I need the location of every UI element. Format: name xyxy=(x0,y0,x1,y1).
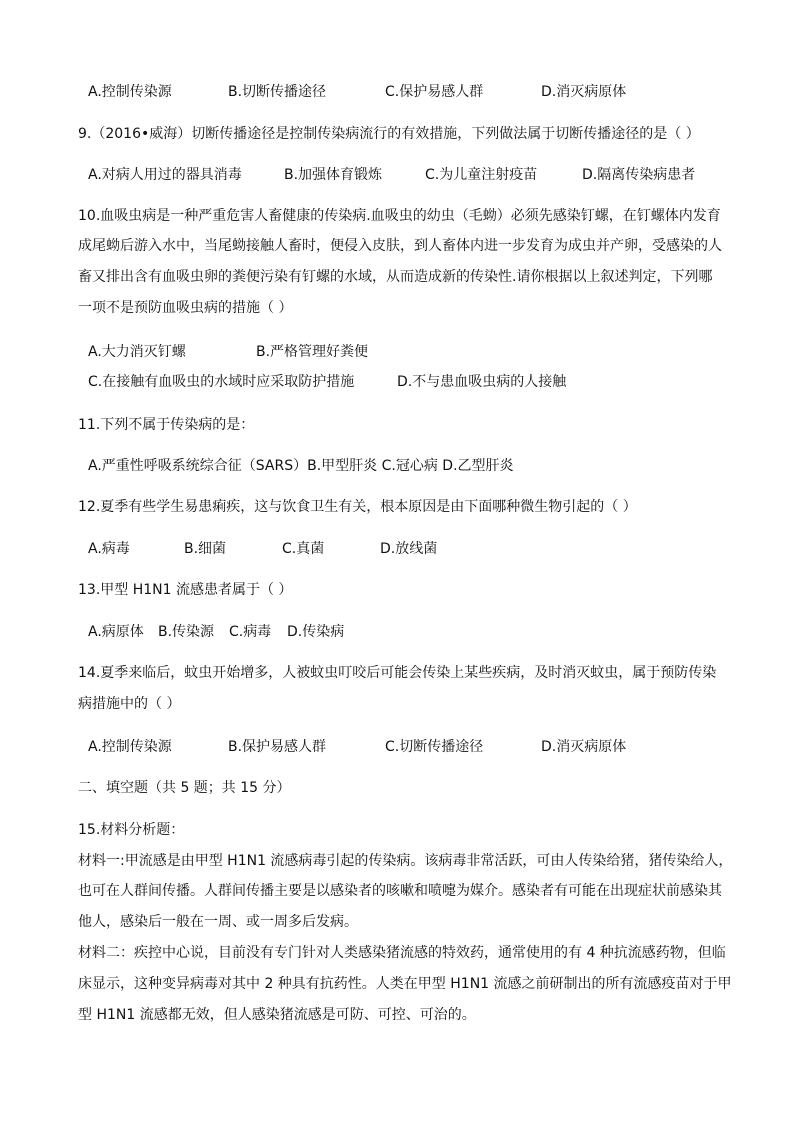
q10-option-d: D.不与患血吸虫病的人接触 xyxy=(397,374,567,390)
q14-option-c: C.切断传播途径 xyxy=(385,739,484,755)
q10-option-b: B.严格管理好粪便 xyxy=(256,344,369,360)
q10-stem-line-4: 一项不是预防血吸虫病的措施（ ） xyxy=(78,300,293,316)
q12-option-a: A.病毒 xyxy=(88,541,130,557)
q14-option-b: B.保护易感人群 xyxy=(228,739,327,755)
q13-option-c: C.病毒 xyxy=(229,624,272,640)
section-heading-fill-in: 二、填空题（共 5 题；共 15 分） xyxy=(78,780,291,796)
q10-stem-line-3: 畜又排出含有血吸虫卵的粪便污染有钉螺的水域，从而造成新的传染性.请你根据以上叙述判定，下列哪 xyxy=(78,269,713,285)
q10-stem-line-2: 成尾蚴后游入水中，当尾蚴接触人畜时，便侵入皮肤，到人畜体内进一步发育为成虫并产卵，受感染的人 xyxy=(78,238,722,254)
q9-option-b: B.加强体育锻炼 xyxy=(284,167,383,183)
q11-stem: 11.下列不属于传染病的是： xyxy=(78,417,255,433)
q12-option-c: C.真菌 xyxy=(282,541,325,557)
q8-option-d: D.消灭病原体 xyxy=(541,84,627,100)
q8-option-b: B.切断传播途径 xyxy=(228,84,327,100)
q15-material-line-5: 床显示，这种变异病毒对其中 2 种具有抗药性。人类在甲型 H1N1 流感之前研制出的所有流感疫苗对于甲 xyxy=(78,976,732,992)
q13-option-b: B.传染源 xyxy=(158,624,215,640)
q9-option-c: C.为儿童注射疫苗 xyxy=(425,167,538,183)
q15-material-line-1: 材料一:甲流感是由甲型 H1N1 流感病毒引起的传染病。该病毒非常活跃，可由人传染给猪，猪传染给人， xyxy=(78,853,733,869)
q8-option-a: A.控制传染源 xyxy=(88,84,172,100)
q14-option-d: D.消灭病原体 xyxy=(541,739,627,755)
q13-option-a: A.病原体 xyxy=(88,624,144,640)
q11-options: A.严重性呼吸系统综合征（SARS）B.甲型肝炎 C.冠心病 D.乙型肝炎 xyxy=(88,458,514,474)
q9-option-a: A.对病人用过的器具消毒 xyxy=(88,167,242,183)
q12-stem: 12.夏季有些学生易患痢疾，这与饮食卫生有关，根本原因是由下面哪种微生物引起的（ ） xyxy=(78,499,637,515)
q14-stem-line-2: 病措施中的（ ） xyxy=(78,696,181,712)
q15-material-line-6: 型 H1N1 流感都无效，但人感染猪流感是可防、可控、可治的。 xyxy=(78,1007,476,1023)
q9-stem: 9.（2016•威海）切断传播途径是控制传染病流行的有效措施，下列做法属于切断传播途径的是（ ） xyxy=(78,126,700,142)
q14-option-a: A.控制传染源 xyxy=(88,739,172,755)
q10-stem-line-1: 10.血吸虫病是一种严重危害人畜健康的传染病.血吸虫的幼虫（毛蚴）必须先感染钉螺，在钉螺体内发育 xyxy=(78,208,721,224)
q15-stem: 15.材料分析题： xyxy=(78,822,185,838)
q10-option-c: C.在接触有血吸虫的水域时应采取防护措施 xyxy=(88,374,355,390)
q12-option-d: D.放线菌 xyxy=(380,541,438,557)
q12-option-b: B.细菌 xyxy=(184,541,227,557)
q8-option-c: C.保护易感人群 xyxy=(385,84,484,100)
q15-material-line-3: 他人，感染后一般在一周、或一周多后发病。 xyxy=(78,914,358,930)
q13-stem: 13.甲型 H1N1 流感患者属于（ ） xyxy=(78,582,293,598)
q10-option-a: A.大力消灭钉螺 xyxy=(88,344,186,360)
q15-material-line-2: 也可在人群间传播。人群间传播主要是以感染者的咳嗽和喷嚏为媒介。感染者有可能在出现症状前感染其 xyxy=(78,883,722,899)
q9-option-d: D.隔离传染病患者 xyxy=(582,167,696,183)
q13-option-d: D.传染病 xyxy=(287,624,345,640)
q15-material-line-4: 材料二：疾控中心说，目前没有专门针对人类感染猪流感的特效药，通常使用的有 4 种抗流感药物，但临 xyxy=(78,945,726,961)
q14-stem-line-1: 14.夏季来临后，蚊虫开始增多，人被蚊虫叮咬后可能会传染上某些疾病，及时消灭蚊虫，属于预防传染 xyxy=(78,665,717,681)
